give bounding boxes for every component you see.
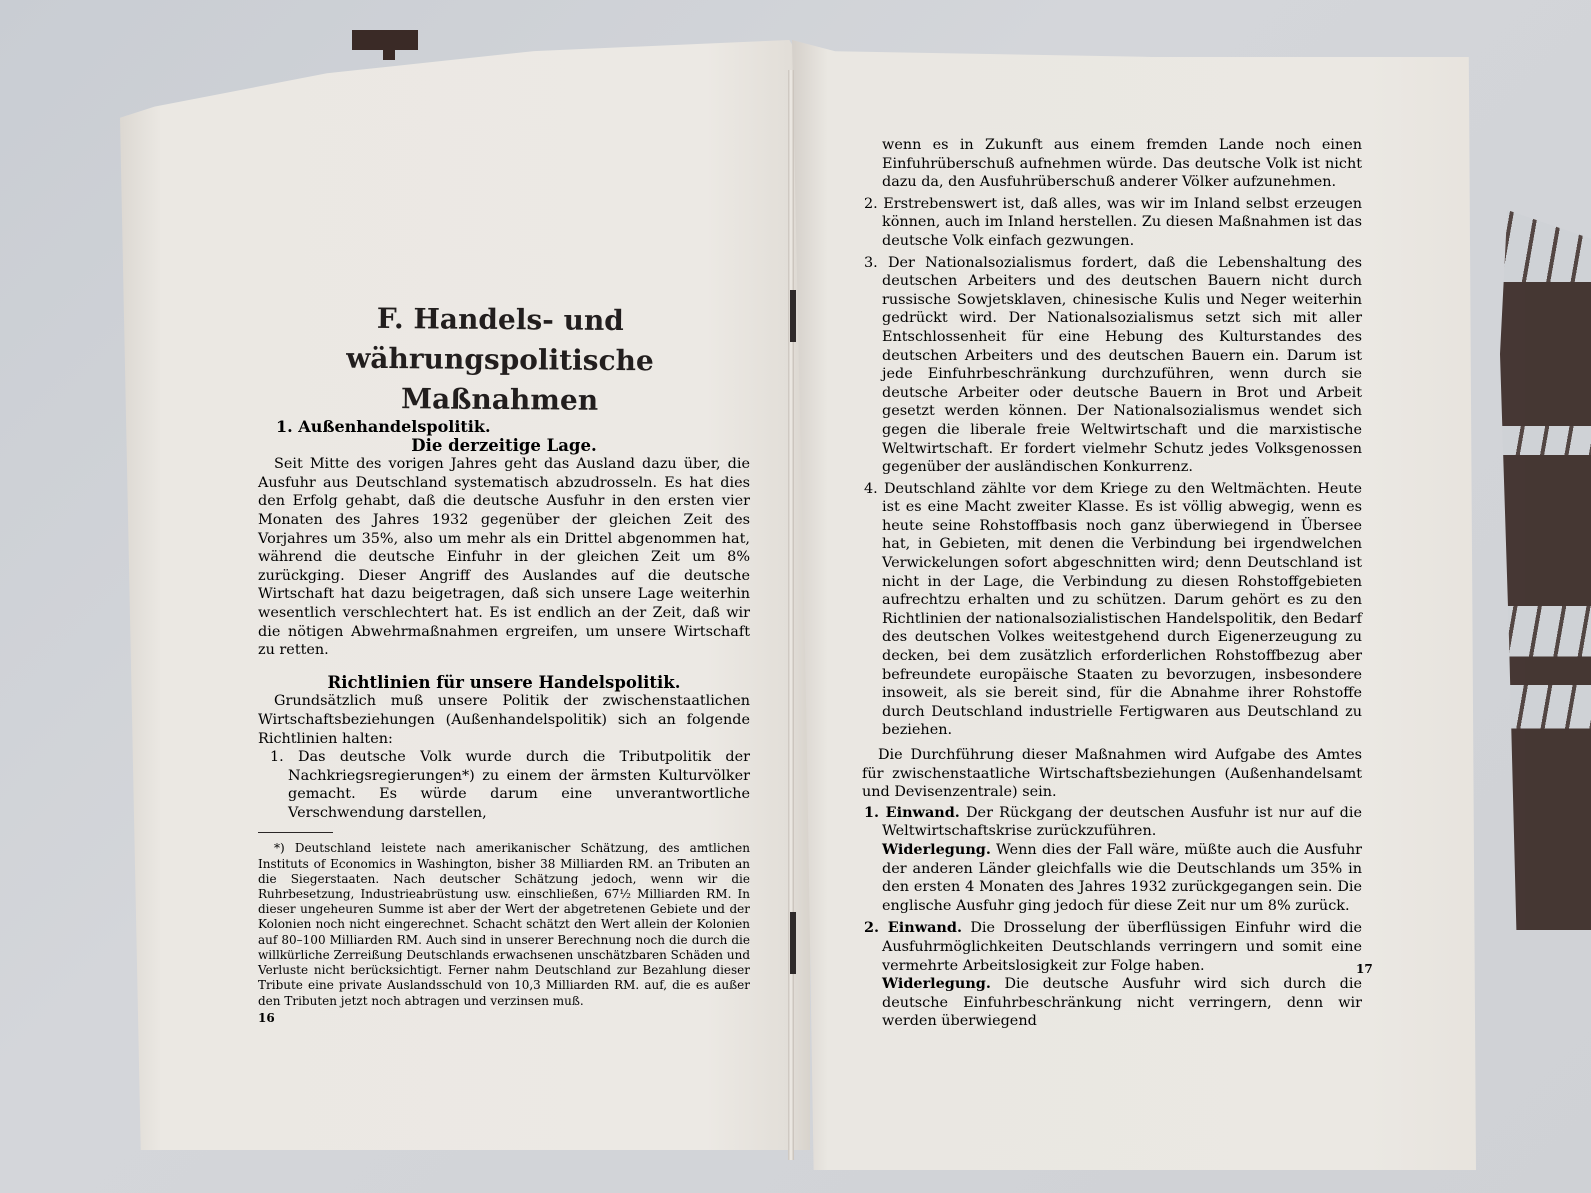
objection-2 [862,919,1362,975]
right-page-body [862,136,1362,1031]
background-print-fragment [352,30,418,50]
objection-2-label: 2. Einwand. [864,919,962,937]
rebuttal-1-text: Wenn dies der Fall wäre, müßte auch die Ausfuhr der anderen Länder gleichfalls wie die Deutschlands um 35% in den ersten 4 Monaten des Jahres 1932 zurückgegangen sein. Die englische Ausfuhr ging jedoch für diese Zeit nur um 8% zurück. [882,841,1362,914]
staple-bottom [790,912,796,974]
footnote-divider [258,832,333,833]
rebuttal-1-label: Widerlegung. [882,840,991,858]
left-page-body [258,418,750,1027]
chapter-title-line-1: F. Handels- und währungspolitische [346,301,654,378]
objection-1-text: Der Rückgang der deutschen Ausfuhr ist nur auf die Weltwirtschaftskrise zurückzuführen. [882,804,1363,840]
chapter-title-line-2: Maßnahmen [400,382,599,417]
rebuttal-2-text: Die deutsche Ausfuhr wird sich durch die deutsche Einfuhrbeschränkung nicht verringern, denn wir werden überwiegend [882,976,1362,1030]
objection-1 [862,804,1362,841]
list-item-3: 3. Der Nationalsozialismus fordert, daß die Lebenshaltung des deutschen Arbeiters und des deutschen Bauern nicht durch russische Sowjetsklaven, chinesische Kulis und Neger weiterhin gedrückt wird. Der Nationalsozialismus setzt sich mit aller Entschlossenheit für eine Hebung des Kulturstandes des deutschen Arbeiters und des deutschen Bauern ein. Darum ist jede Einfuhrbeschränkung durchzuführen, wenn durch sie deutsche Arbeiter oder deutsche Bauern in Brot und Arbeit gesetzt werden können. Der Nationalsozialismus wendet sich gegen die liberale freie Weltwirtschaft und die marxistische Weltwirtschaft. Er fordert vielmehr Schutz jedes Volksgenossen gegenüber der ausländischen Konkurrenz. [864,254,1362,476]
book-gutter [788,70,794,1160]
rebuttal-1 [862,841,1362,915]
subheading-guidelines: Richtlinien für unsere Handelspolitik. [327,672,681,692]
chapter-title [249,298,750,422]
paragraph-guidelines-intro: Grundsätzlich muß unsere Politik der zwischenstaatlichen Wirtschaftsbeziehungen (Außenhandelspolitik) sich an folgende Richtlinien halten: [258,693,750,747]
background-print-stem [383,48,395,60]
rebuttal-2-label: Widerlegung. [882,975,991,993]
subheading-current-situation: Die derzeitige Lage. [411,435,597,455]
continuation-text: wenn es in Zukunft aus einem fremden Lande noch einen Einfuhrüberschuß aufnehmen würde. Das deutsche Volk ist nicht dazu da, den Ausfuhrüberschuß anderer Völker aufzunehmen. [882,137,1362,191]
footnote: *) Deutschland leistete nach amerikanischer Schätzung, des amtlichen Instituts of Economics in Washington, bisher 38 Milliarden RM. an Tributen an die Siegerstaaten. Nach deutscher Schätzung jedoch, wenn wir die Ruhrbesetzung, Industrieabrüstung usw. einschließen, 67½ Milliarden RM. In dieser ungeheuren Summe ist aber der Wert der abgetretenen Gebiete und der Kolonien noch nicht eingerechnet. Schacht schätzt den Wert allein der Kolonien auf 80–100 Milliarden RM. Auch sind in unserer Berechnung noch die durch die willkürliche Zerreißung Deutschlands erwachsenen unschätzbaren Schäden und Verluste nicht berücksichtigt. Ferner nahm Deutschland zur Bezahlung dieser Tribute eine private Auslandsschuld von 10,3 Milliarden RM. auf, die es außer den Tributen jetzt noch abtragen und verzinsen muß. [258,841,750,1008]
list-item-2: 2. Erstrebenswert ist, daß alles, was wir im Inland selbst erzeugen können, auch im Inland herstellen. Zu diesen Maßnahmen ist das deutsche Volk einfach gezwungen. [864,195,1362,249]
list-item-4: 4. Deutschland zählte vor dem Kriege zu den Weltmächten. Heute ist es eine Macht zweiter Klasse. Es ist völlig abwegig, wenn es heute seine Rohstoffbasis noch ganz überwiegend in Übersee hat, in Gebieten, mit denen die Verbindung bei irgendwelchen Verwickelungen sofort abgeschnitten wird; denn Deutschland ist nicht in der Lage, die Verbindung zu diesen Rohstoffgebieten aufrechtzu erhalten und zu schützen. Darum gehört es zu den Richtlinien der nationalsozialistischen Handelspolitik, den Bedarf des deutschen Volkes weitestgehend durch Eigenerzeugung zu decken, bei dem zusätzlich erforderlichen Rohstoffbezug aber befreundete europäische Staaten zu bevorzugen, insbesondere insoweit, als sie bereit sind, für die Abnahme ihrer Rohstoffe durch Deutschland industrielle Fertigwaren aus Deutschland zu beziehen. [864,480,1362,739]
paragraph-execution: Die Durchführung dieser Maßnahmen wird Aufgabe des Amtes für zwischenstaatliche Wirtschaftsbeziehungen (Außenhandelsamt und Devisenzentrale) sein. [862,747,1362,801]
paragraph-current-situation: Seit Mitte des vorigen Jahres geht das Ausland dazu über, die Ausfuhr aus Deutschland systematisch abzudrosseln. Es hat dies den Erfolg gehabt, daß die deutsche Ausfuhr in den ersten vier Monaten des Jahres 1932 gegenüber der gleichen Zeit des Vorjahres um 35%, also um mehr als ein Drittel abgenommen hat, während die deutsche Einfuhr in der gleichen Zeit um 8% zurückging. Dieser Angriff des Auslandes auf die deutsche Wirtschaft hat dazu beigetragen, daß sich unsere Lage weiterhin wesentlich verschlechtert hat. Es ist endlich an der Zeit, daß wir die nötigen Abwehrmaßnahmen ergreifen, um unsere Wirtschaft zu retten. [258,456,750,659]
rebuttal-2 [862,975,1362,1031]
page-number-right: 17 [1356,962,1373,976]
objection-2-text: Die Drosselung der überflüssigen Einfuhr wird die Ausfuhrmöglichkeiten Deutschlands verringern und somit eine vermehrte Arbeitslosigkeit zur Folge haben. [882,920,1363,974]
list-item-1: 1. Das deutsche Volk wurde durch die Tributpolitik der Nachkriegsregierungen*) zu einem der ärmsten Kulturvölker gemacht. Es würde darum eine unverantwortliche Verschwendung darstellen, [270,749,750,821]
objection-1-label: 1. Einwand. [864,803,960,821]
section-heading: 1. Außenhandelspolitik. [276,417,491,436]
background-woodcut-illustration [1500,210,1591,930]
staple-top [790,290,796,342]
page-number-left: 16 [258,1010,275,1025]
